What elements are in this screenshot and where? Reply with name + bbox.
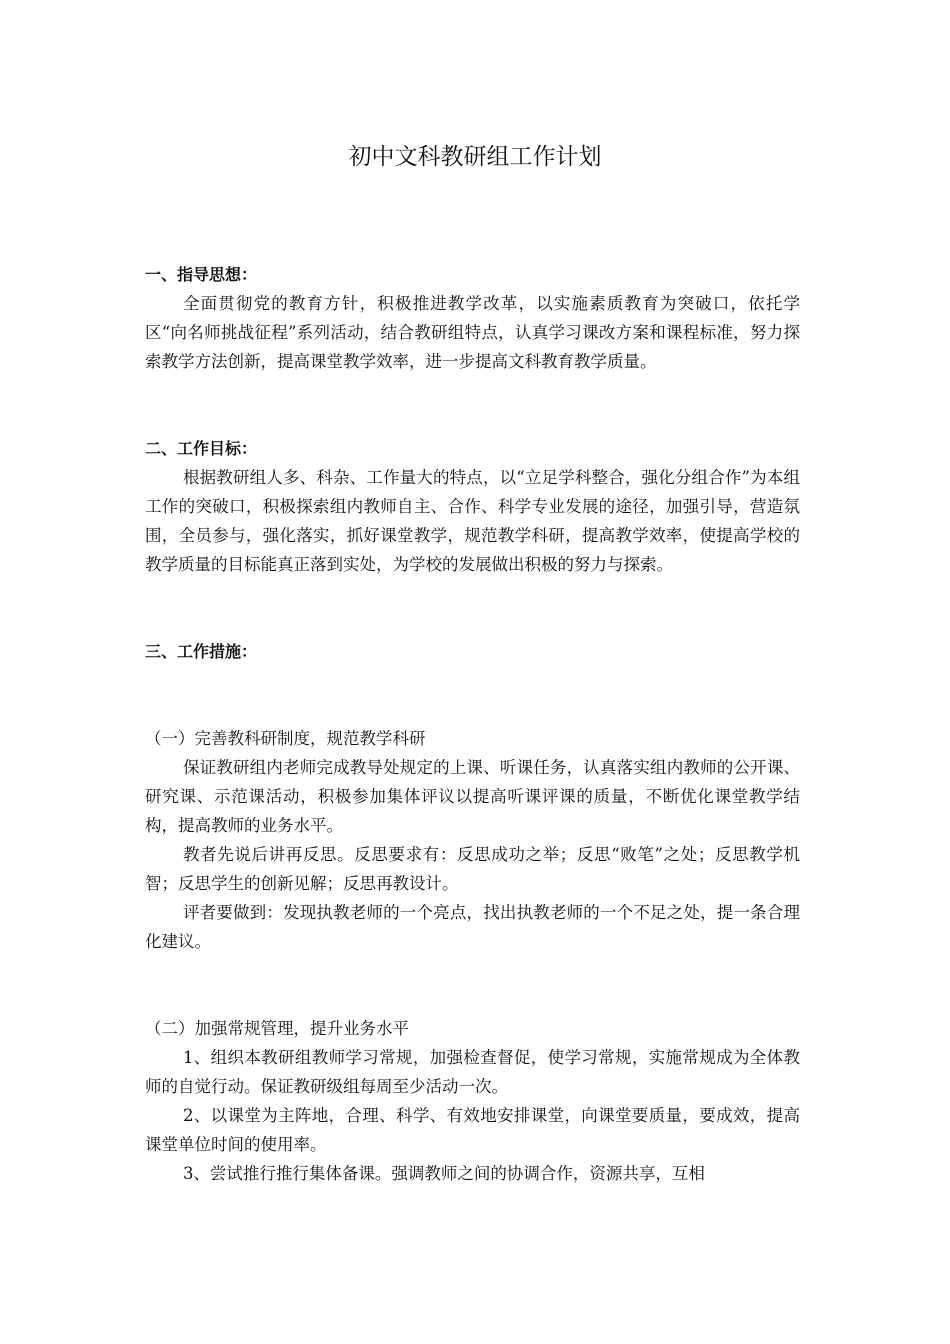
document-title: 初中文科教研组工作计划 [348, 144, 602, 170]
subsection-1 [145, 724, 800, 956]
subsection-paragraph: 教者先说后讲再反思。反思要求有：反思成功之举；反思“败笔”之处；反思教学机智；反思学生的创新见解；反思再教设计。 [145, 845, 800, 893]
section-heading-1: 一、指导思想： [145, 265, 258, 284]
subsection-paragraph: 3、尝试推行推行集体备课。强调教师之间的协调合作，资源共享，互相 [182, 1164, 705, 1183]
section-heading-3: 三、工作措施： [145, 642, 258, 661]
section-work-goals [145, 434, 800, 579]
document-body [145, 260, 800, 1188]
section-paragraph: 全面贯彻党的教育方针，积极推进教学改革，以实施素质教育为突破口，依托学区“向名师挑战征程”系列活动，结合教研组特点，认真学习课改方案和课程标准，努力探索教学方法创新，提高课堂教学效率，进一步提高文科教育教学质量。 [145, 294, 800, 371]
subsection-paragraph: 评者要做到：发现执教老师的一个亮点，找出执教老师的一个不足之处，提一条合理化建议。 [145, 903, 800, 951]
section-guiding-ideology [145, 260, 800, 376]
section-heading-2: 二、工作目标： [145, 439, 258, 458]
subsection-heading-2: （二）加强常规管理，提升业务水平 [145, 1019, 409, 1038]
section-paragraph: 根据教研组人多、科杂、工作量大的特点，以“立足学科整合，强化分组合作”为本组工作的突破口，积极探索组内教师自主、合作、科学专业发展的途径，加强引导，营造氛围，全员参与，强化落实，抓好课堂教学，规范教学科研，提高教学效率，使提高学校的教学质量的目标能真正落到实处，为学校的发展做出积极的努力与探索。 [145, 468, 800, 574]
subsection-paragraph: 保证教研组内老师完成教导处规定的上课、听课任务，认真落实组内教师的公开课、研究课、示范课活动，积极参加集体评议以提高听课评课的质量，不断优化课堂教学结构，提高教师的业务水平。 [145, 758, 800, 835]
subsection-heading-1: （一）完善教科研制度，规范教学科研 [145, 729, 426, 748]
subsection-paragraph: 1、组织本教研组教师学习常规，加强检查督促，使学习常规，实施常规成为全体教师的自觉行动。保证教研级组每周至少活动一次。 [145, 1048, 800, 1096]
section-work-measures [145, 637, 800, 1188]
subsection-paragraph: 2、以课堂为主阵地，合理、科学、有效地安排课堂，向课堂要质量，要成效，提高课堂单位时间的使用率。 [145, 1106, 800, 1154]
subsection-2 [145, 1014, 800, 1188]
